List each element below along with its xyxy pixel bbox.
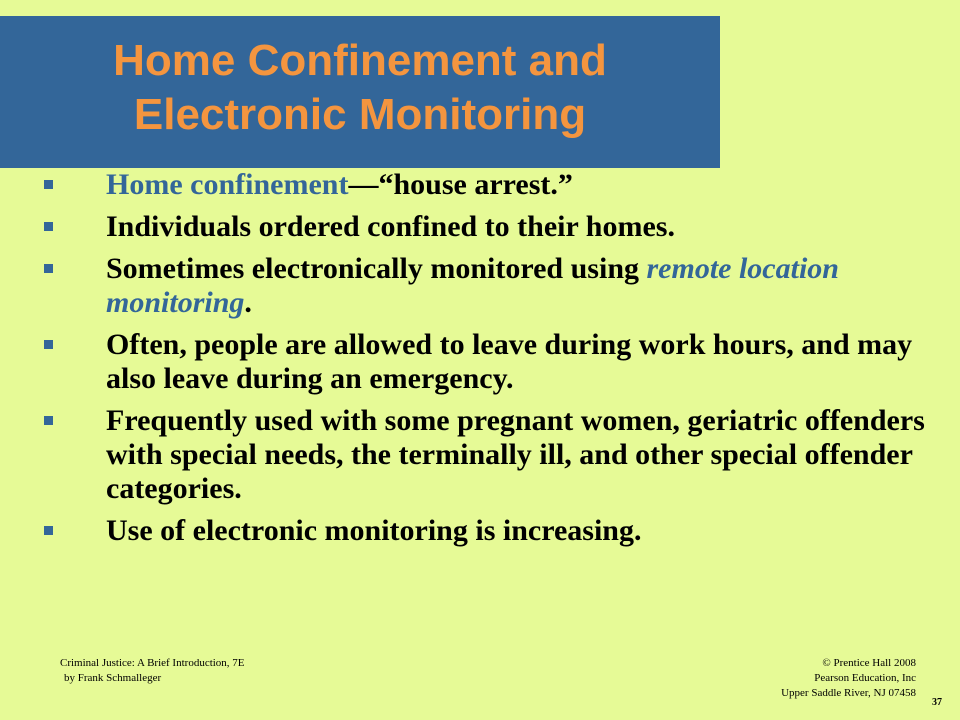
footer-copyright: © Prentice Hall 2008 [822,657,916,669]
bullet-definition: —“house arrest.” [348,168,573,201]
footer-book-credit [60,656,245,686]
bullet-item [0,168,960,202]
footer-publisher: Pearson Education, Inc [814,672,916,684]
title-banner [0,16,720,168]
title-line-1: Home Confinement and [113,36,607,85]
footer-publisher-credit [781,656,916,701]
bullet-square-icon [44,222,53,231]
bullet-emphasis: remote location monitoring [106,252,839,319]
bullet-item [0,404,960,506]
bullet-punctuation: . [244,286,252,319]
footer-author: by Frank Schmalleger [64,672,162,684]
footer-address: Upper Saddle River, NJ 07458 [781,687,916,699]
bullet-square-icon [44,416,53,425]
bullet-item [0,252,960,320]
bullet-square-icon [44,340,53,349]
bullet-item [0,210,960,244]
slide-number: 37 [932,697,942,708]
bullet-square-icon [44,526,53,535]
bullet-list [0,168,960,556]
title-line-2: Electronic Monitoring [133,90,587,139]
footer-book-title: Criminal Justice: A Brief Introduction, 7E [60,657,245,669]
bullet-text: Sometimes electronically monitored using [106,252,647,285]
bullet-square-icon [44,180,53,189]
bullet-item [0,514,960,548]
slide-title [0,34,720,142]
bullet-text: Frequently used with some pregnant women, geriatric offenders with special needs, the terminally ill, and other special offender categories. [106,404,925,505]
bullet-square-icon [44,264,53,273]
bullet-item [0,328,960,396]
bullet-text: Individuals ordered confined to their homes. [106,210,675,243]
bullet-text: Often, people are allowed to leave during work hours, and may also leave during an emergency. [106,328,913,395]
bullet-text: Use of electronic monitoring is increasing. [106,514,642,547]
bullet-term: Home confinement [106,168,349,201]
